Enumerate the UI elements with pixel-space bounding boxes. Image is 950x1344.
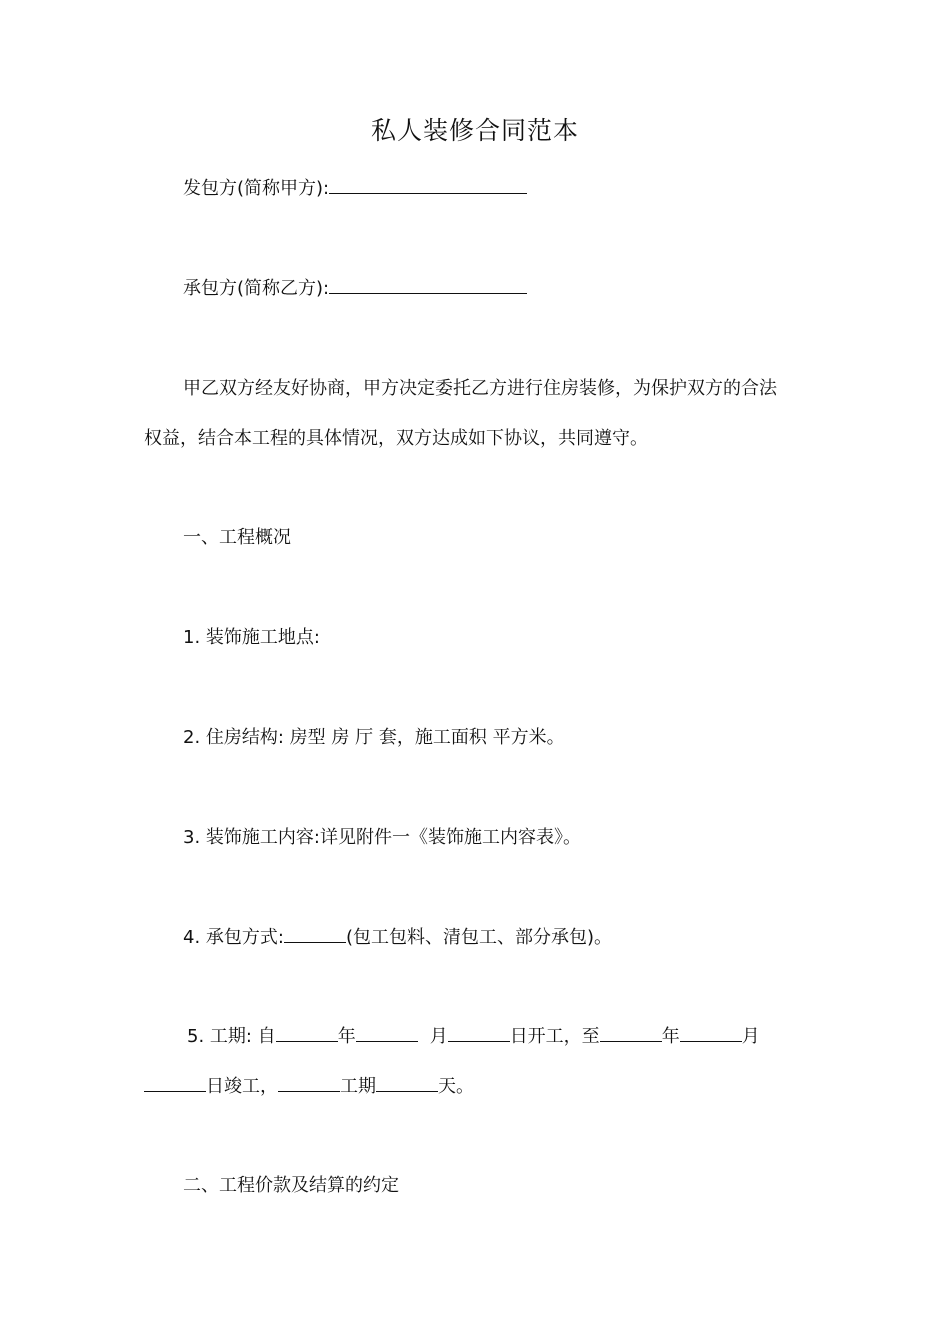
section-1-heading: 一、工程概况 [183,527,291,548]
item-5-period-line-2 [144,1075,474,1099]
end-month-blank [680,1025,742,1042]
end-day-blank [144,1075,206,1092]
start-year-blank [276,1025,338,1042]
item-1-location: 1. 装饰施工地点: [183,627,320,648]
party-a-blank [329,177,527,194]
party-a-label: 发包方(简称甲方): [183,178,330,199]
party-b-line [183,277,527,301]
item-5-label: 5. 工期: 自 [187,1026,276,1047]
end-year-label: 年 [661,1026,680,1047]
end-day-label: 日竣工， [206,1076,278,1097]
start-day-blank [448,1025,510,1042]
item-4-blank [284,926,346,943]
party-b-label: 承包方(简称乙方): [183,278,330,299]
start-day-label: 日开工，至 [509,1026,600,1047]
item-4-label: 4. 承包方式: [183,927,284,948]
document-title: 私人装修合同范本 [370,116,579,145]
item-3-content: 3. 装饰施工内容:详见附件一《装饰施工内容表》。 [183,827,581,848]
intro-paragraph-line-2: 权益，结合本工程的具体情况，双方达成如下协议，共同遵守。 [144,428,648,449]
duration-label: 工期 [340,1076,376,1097]
item-4-contract-method [183,926,612,950]
end-year-blank [600,1025,662,1042]
start-year-label: 年 [337,1026,356,1047]
duration-days-blank [376,1075,438,1092]
item-2-structure: 2. 住房结构: 房型 房 厅 套，施工面积 平方米。 [183,727,565,748]
end-month-label: 月 [741,1026,760,1047]
item-4-options: (包工包料、清包工、部分承包)。 [345,927,613,948]
duration-type-blank [278,1075,340,1092]
party-b-blank [329,277,527,294]
start-month-blank [356,1025,418,1042]
intro-paragraph-line-1: 甲乙双方经友好协商，甲方决定委托乙方进行住房装修，为保护双方的合法 [183,378,777,399]
section-2-heading: 二、工程价款及结算的约定 [183,1175,399,1196]
item-5-period-line-1 [187,1025,760,1049]
party-a-line [183,177,527,201]
start-month-label: 月 [429,1026,448,1047]
duration-days-label: 天。 [438,1076,474,1097]
